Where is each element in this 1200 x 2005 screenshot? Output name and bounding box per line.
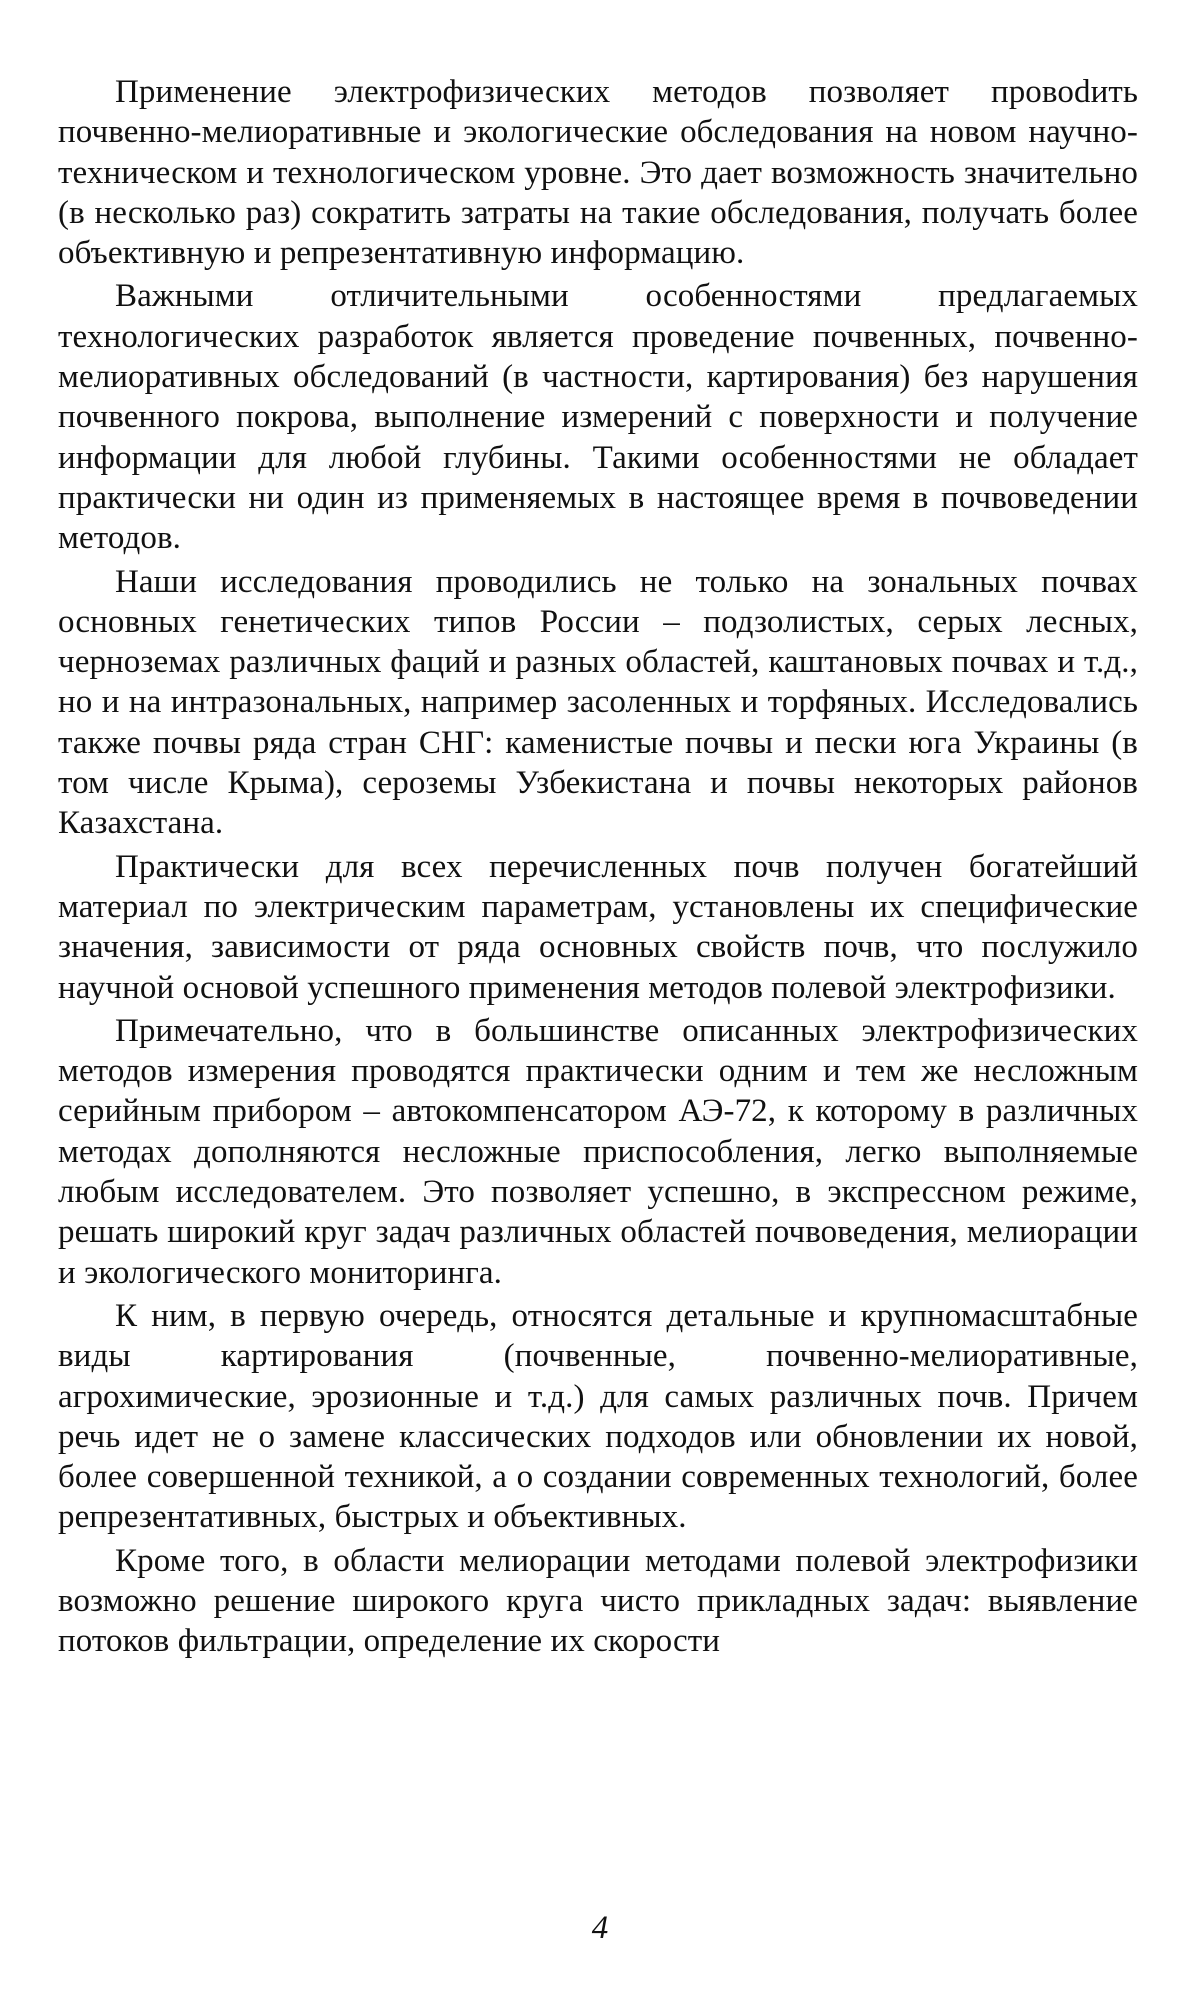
paragraph-4: Практически для всех перечисленных почв получен богатейший материал по электрическим параметрам, установлены их специфические значения, зависимости от ряда основных свойств почв, что послужило научной основой успешного применения методов полевой электрофизики. [58,848,1138,1006]
paragraph-5: Примечательно, что в большинстве описанных электрофизических методов измерения проводятся практически одним и тем же несложным серийным прибором – автокомпенсатором АЭ-72, к которому в различных методах дополняются несложные приспособления, легко выполняемые любым исследователем. Это позволяет успешно, в экспрессном режиме, решать широкий круг задач различных областей почвоведения, мелиорации и экологического мониторинга. [58,1012,1138,1291]
page-body [58,72,1138,1662]
paragraph-7: Кроме того, в области мелиорации методами полевой электрофизики возможно решение широкого круга чисто прикладных задач: выявление потоков фильтрации, определение их скорости [58,1542,1138,1660]
paragraph-3: Наши исследования проводились не только на зональных почвах основных генетических типов России – подзолистых, серых лесных, черноземах различных фаций и разных областей, каштановых почвах и т.д., но и на интразональных, например засоленных и торфяных. Исследовались также почвы ряда стран СНГ: каменистые почвы и пески юга Украины (в том числе Крыма), сероземы Узбекистана и почвы некоторых районов Казахстана. [58,563,1138,842]
paragraph-1: Применение электрофизических методов позволяет провоdить почвенно-мелиоративные и экологические обследования на новом научно-техническом и технологическом уровне. Это дает возможность значительно (в несколько раз) сократить затраты на такие обследования, получать более объективную и репрезентативную информацию. [58,74,1138,272]
paragraph-6: К ним, в первую очередь, относятся детальные и крупномасштабные виды картирования (почвенные, почвенно-мелиоративные, агрохимические, эрозионные и т.д.) для самых различных почв. Причем речь идет не о замене классических подходов или обновлении их новой, более совершенной техникой, а о создании современных технологий, более репрезентативных, быстрых и объективных. [58,1297,1138,1536]
page-number: 4 [591,1910,609,1946]
paragraph-2: Важными отличительными особенностями предлагаемых технологических разработок является проведение почвенных, почвенно-мелиоративных обследований (в частности, картирования) без нарушения почвенного покрова, выполнение измерений с поверхности и получение информации для любой глубины. Такими особенностями не обладает практически ни один из применяемых в настоящее время в почвоведении методов. [58,278,1138,557]
